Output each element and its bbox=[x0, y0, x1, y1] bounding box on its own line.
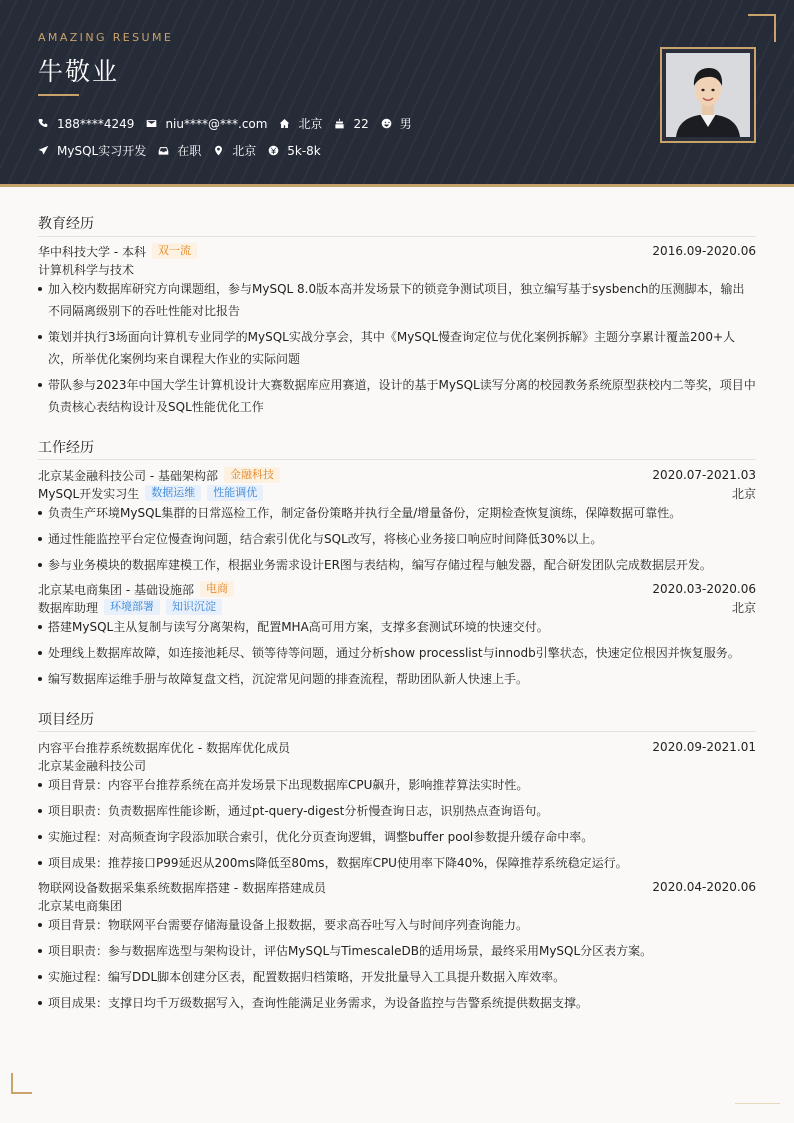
photo-frame bbox=[660, 47, 756, 143]
project-period: 2020.09-2021.01 bbox=[652, 740, 756, 754]
location-text: 北京 bbox=[232, 144, 257, 158]
age-item bbox=[334, 117, 368, 131]
project-name: 内容平台推荐系统数据库优化 - 数据库优化成员 bbox=[38, 740, 290, 755]
status-item bbox=[158, 142, 201, 159]
major: 计算机科学与技术 bbox=[38, 262, 135, 277]
project-header-row bbox=[38, 878, 756, 896]
profile-photo bbox=[666, 53, 750, 137]
project-org-row bbox=[38, 896, 756, 914]
education-period: 2016.09-2020.06 bbox=[652, 244, 756, 258]
corner-ornament bbox=[748, 14, 776, 42]
candidate-name: 牛敬业 bbox=[38, 57, 120, 86]
list-item: 实施过程：对高频查询字段添加联合索引，优化分页查询逻辑，调整buffer pool参数提升缓存命中率。 bbox=[38, 826, 756, 848]
role-tag: 知识沉淀 bbox=[166, 599, 222, 615]
list-item: 加入校内数据库研究方向课题组，参与MySQL 8.0版本高并发场景下的锁竞争测试项目，独立编写基于sysbench的压测脚本，输出不同隔离级别下的吞吐性能对比报告 bbox=[38, 278, 756, 322]
job-header-row bbox=[38, 466, 756, 484]
job-location: 北京 bbox=[731, 486, 756, 501]
corner-ornament bbox=[11, 1073, 32, 1094]
status-text: 在职 bbox=[177, 144, 202, 158]
intent-row bbox=[38, 142, 333, 159]
cake-icon bbox=[334, 118, 345, 129]
role-tag: 数据运维 bbox=[145, 485, 201, 501]
salary-item bbox=[268, 144, 321, 158]
send-icon bbox=[38, 145, 49, 156]
list-item: 策划并执行3场面向计算机专业同学的MySQL实战分享会，其中《MySQL慢查询定位与优化案例拆解》主题分享累计覆盖200+人次，所举优化案例均来自课程大作业的实际问题 bbox=[38, 326, 756, 370]
section-divider bbox=[38, 459, 756, 460]
project-org: 北京某电商集团 bbox=[38, 898, 123, 913]
job-role-row bbox=[38, 484, 756, 502]
header-divider bbox=[0, 184, 794, 187]
job-period: 2020.03-2020.06 bbox=[652, 582, 756, 596]
phone-icon bbox=[38, 118, 49, 129]
role-tag: 环境部署 bbox=[104, 599, 160, 615]
job-role-row bbox=[38, 598, 756, 616]
contact-row bbox=[38, 115, 424, 132]
phone-item bbox=[38, 117, 134, 131]
project-header-row bbox=[38, 738, 756, 756]
location-item bbox=[213, 142, 256, 159]
company-name: 北京某金融科技公司 - 基础架构部 bbox=[38, 468, 218, 483]
project-org-row bbox=[38, 756, 756, 774]
project-org: 北京某金融科技公司 bbox=[38, 758, 147, 773]
school-name: 华中科技大学 - 本科 bbox=[38, 244, 146, 259]
gender-text: 男 bbox=[399, 117, 412, 131]
inbox-icon bbox=[158, 145, 169, 156]
home-icon bbox=[279, 118, 290, 129]
email-item bbox=[146, 117, 267, 131]
company-name: 北京某电商集团 - 基础设施部 bbox=[38, 582, 194, 597]
major-row bbox=[38, 260, 756, 278]
name-underline bbox=[38, 94, 79, 96]
job-role: MySQL开发实习生 bbox=[38, 486, 140, 501]
list-item: 参与业务模块的数据库建模工作，根据业务需求设计ER图与表结构，编写存储过程与触发器，配合研发团队完成数据层开发。 bbox=[38, 554, 756, 576]
list-item: 带队参与2023年中国大学生计算机设计大赛数据库应用赛道，设计的基于MySQL读写分离的校园教务系统原型获校内二等奖，项目中负责核心表结构设计及SQL性能优化工作 bbox=[38, 374, 756, 418]
list-item: 项目背景：内容平台推荐系统在高并发场景下出现数据库CPU飙升，影响推荐算法实时性。 bbox=[38, 774, 756, 796]
money-icon bbox=[268, 145, 279, 156]
school-tag: 双一流 bbox=[152, 243, 197, 259]
education-header-row bbox=[38, 242, 756, 260]
role-tag: 性能调优 bbox=[207, 485, 263, 501]
avatar bbox=[666, 53, 750, 137]
job-location: 北京 bbox=[731, 600, 756, 615]
list-item: 项目职责：参与数据库选型与架构设计，评估MySQL与TimescaleDB的适用场景，最终采用MySQL分区表方案。 bbox=[38, 940, 756, 962]
resume-header bbox=[0, 0, 794, 184]
list-item: 项目成果：支撑日均千万级数据写入，查询性能满足业务需求，为设备监控与告警系统提供数据支撑。 bbox=[38, 992, 756, 1014]
list-item: 项目职责：负责数据库性能诊断，通过pt-query-digest分析慢查询日志，识别热点查询语句。 bbox=[38, 800, 756, 822]
position-text: MySQL实习开发 bbox=[57, 144, 147, 158]
email-text: niu****@***.com bbox=[165, 116, 268, 131]
list-item: 编写数据库运维手册与故障复盘文档，沉淀常见问题的排查流程，帮助团队新人快速上手。 bbox=[38, 668, 756, 690]
face-icon bbox=[381, 118, 392, 129]
position-item bbox=[38, 142, 146, 159]
list-item: 处理线上数据库故障，如连接池耗尽、锁等待等问题，通过分析show processlist与innodb引擎状态，快速定位根因并恢复服务。 bbox=[38, 642, 756, 664]
section-divider bbox=[38, 731, 756, 732]
project-name: 物联网设备数据采集系统数据库搭建 - 数据库搭建成员 bbox=[38, 880, 326, 895]
location-pin-icon bbox=[213, 145, 224, 156]
job-role: 数据库助理 bbox=[38, 600, 99, 615]
salary-text: 5k-8k bbox=[287, 143, 321, 158]
phone-text: 188****4249 bbox=[57, 116, 135, 131]
list-item: 项目背景：物联网平台需要存储海量设备上报数据，要求高吞吐写入与时间序列查询能力。 bbox=[38, 914, 756, 936]
footer-rule bbox=[735, 1103, 780, 1104]
city-item bbox=[279, 115, 322, 132]
education-section-title: 教育经历 bbox=[38, 216, 94, 232]
job-period: 2020.07-2021.03 bbox=[652, 468, 756, 482]
header-tagline: AMAZING RESUME bbox=[38, 31, 174, 44]
project-period: 2020.04-2020.06 bbox=[652, 880, 756, 894]
list-item: 负责生产环境MySQL集群的日常巡检工作，制定备份策略并执行全量/增量备份，定期检查恢复演练，保障数据可靠性。 bbox=[38, 502, 756, 524]
email-icon bbox=[146, 118, 157, 129]
company-tag: 金融科技 bbox=[224, 467, 280, 483]
job-header-row bbox=[38, 580, 756, 598]
work-section-title: 工作经历 bbox=[38, 440, 94, 456]
projects-section-title: 项目经历 bbox=[38, 712, 94, 728]
list-item: 实施过程：编写DDL脚本创建分区表，配置数据归档策略，开发批量导入工具提升数据入库效率。 bbox=[38, 966, 756, 988]
age-text: 22 bbox=[353, 116, 369, 131]
city-text: 北京 bbox=[298, 117, 323, 131]
company-tag: 电商 bbox=[200, 581, 234, 597]
section-divider bbox=[38, 236, 756, 237]
list-item: 搭建MySQL主从复制与读写分离架构，配置MHA高可用方案，支撑多套测试环境的快速交付。 bbox=[38, 616, 756, 638]
list-item: 通过性能监控平台定位慢查询问题，结合索引优化与SQL改写，将核心业务接口响应时间降低30%以上。 bbox=[38, 528, 756, 550]
list-item: 项目成果：推荐接口P99延迟从200ms降低至80ms，数据库CPU使用率下降40%，保障推荐系统稳定运行。 bbox=[38, 852, 756, 874]
gender-item bbox=[381, 115, 412, 132]
